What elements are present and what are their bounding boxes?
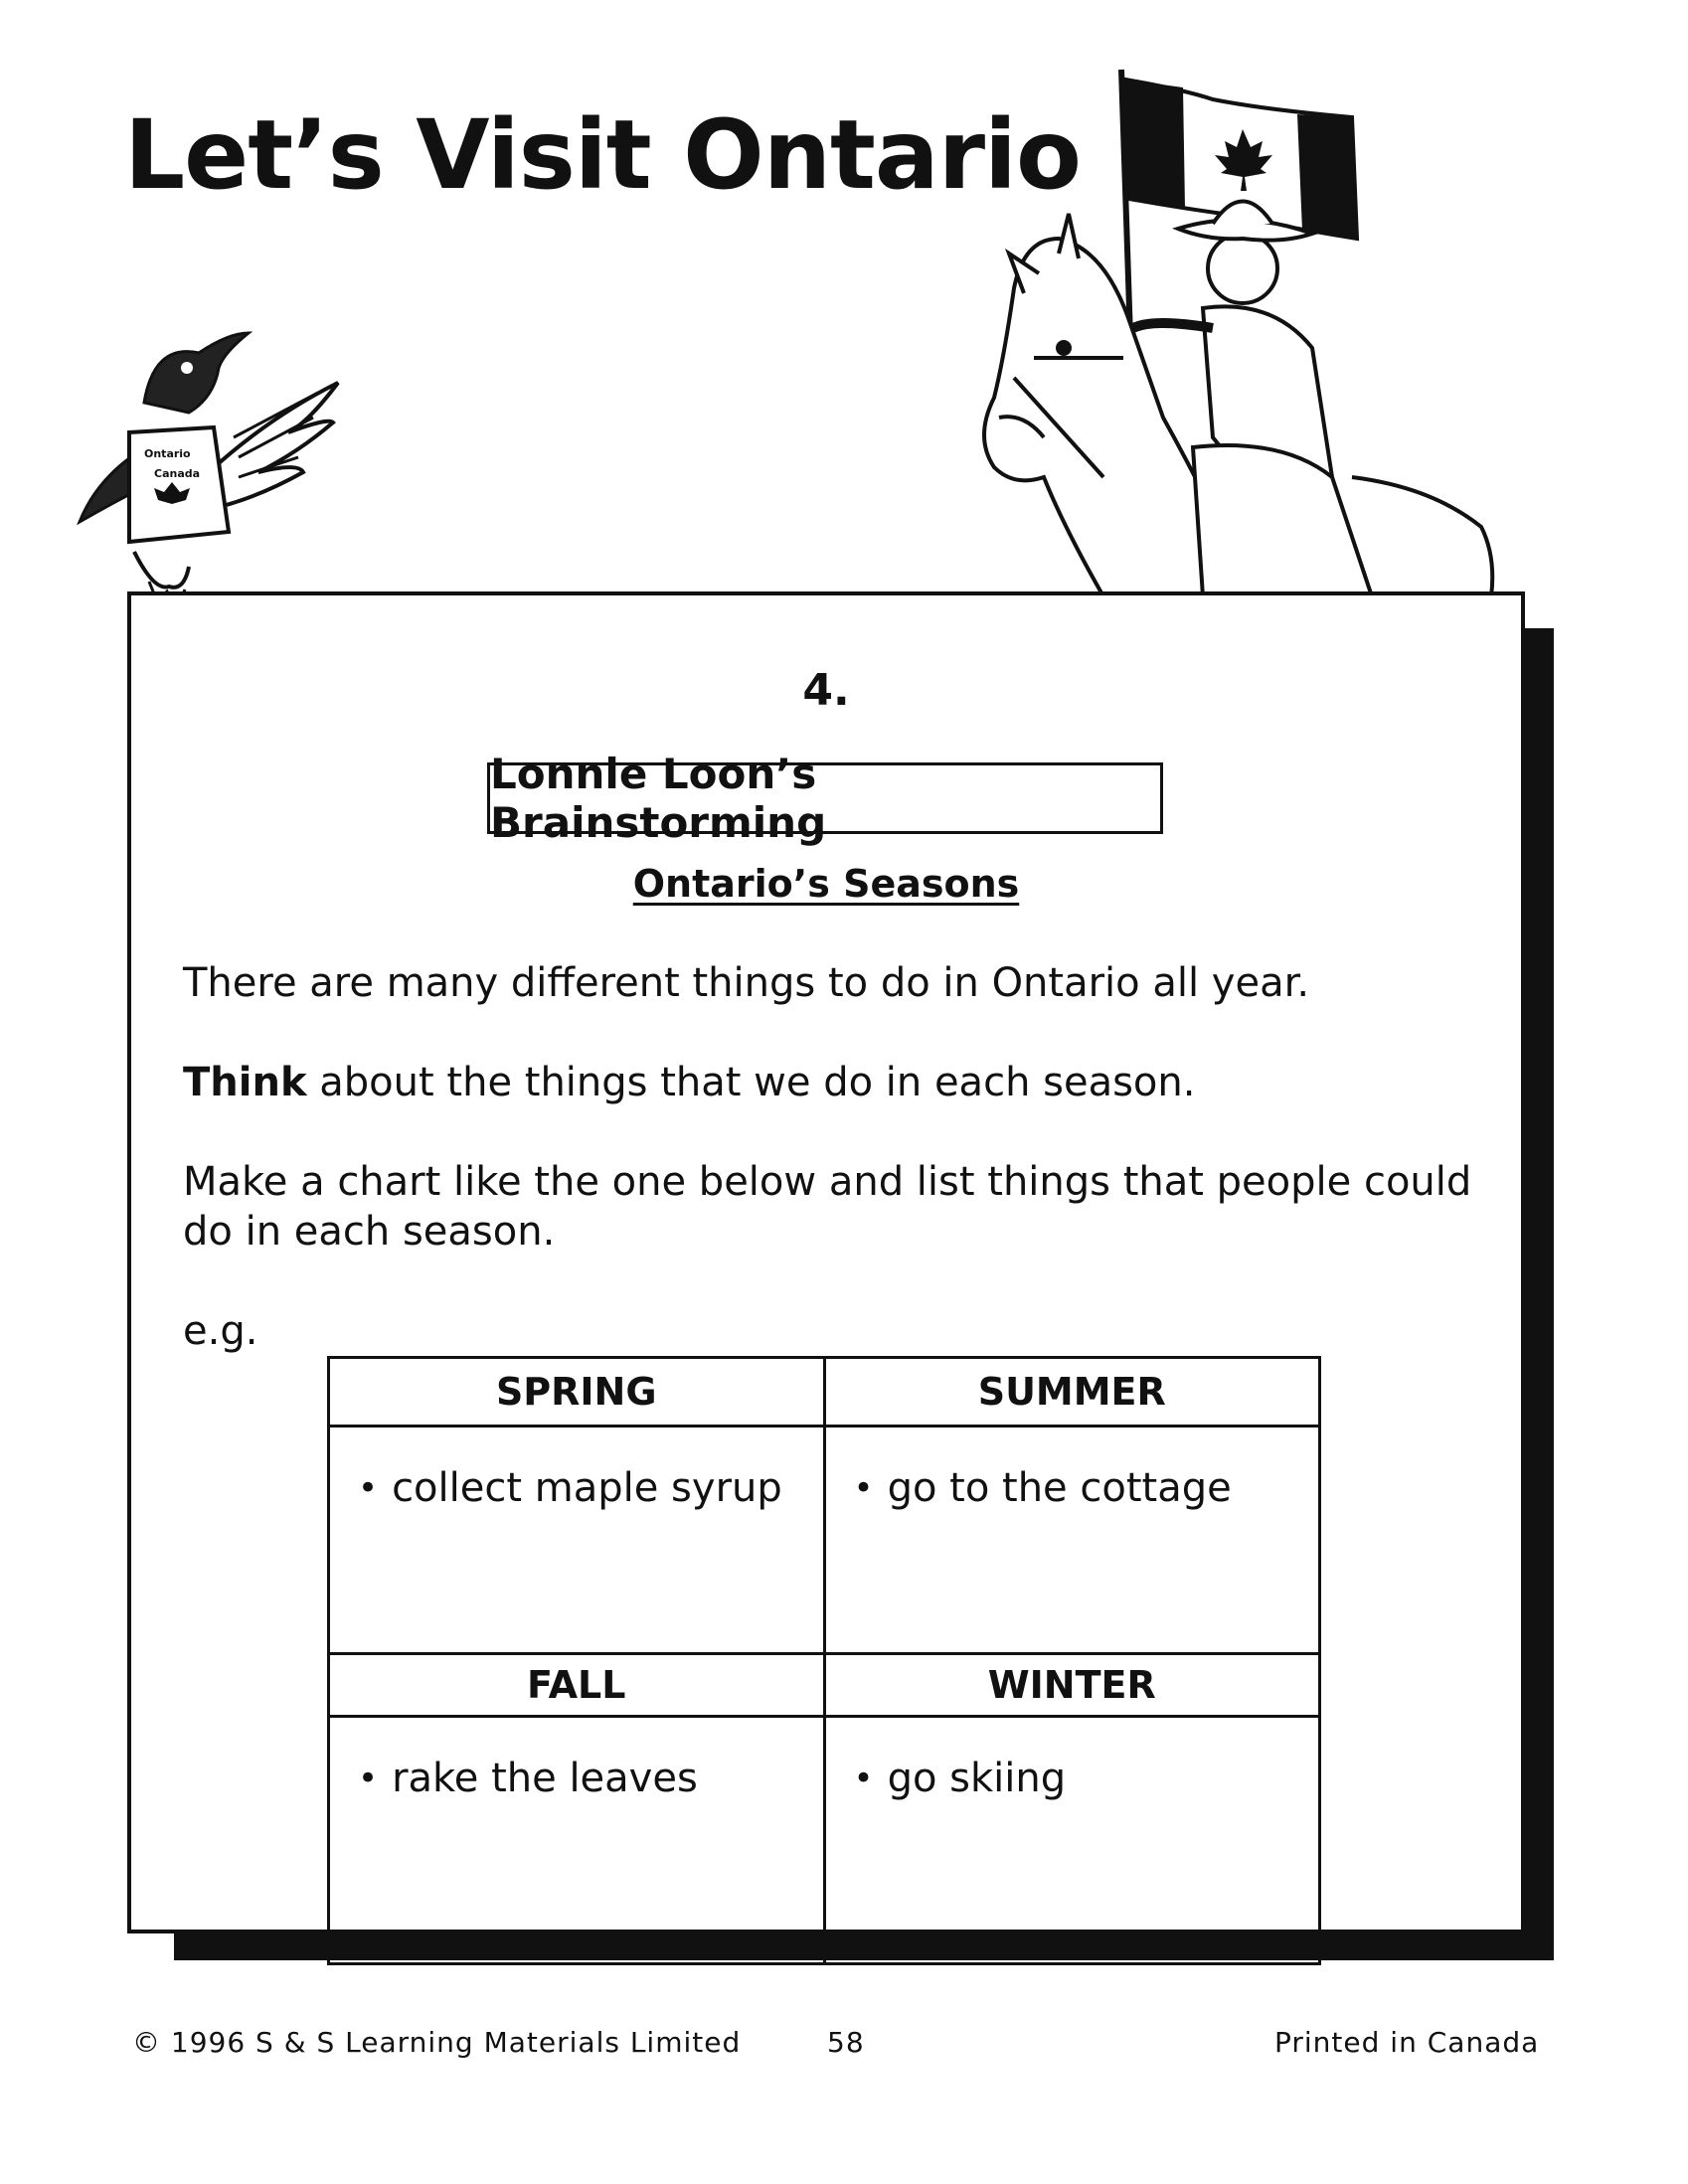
think-paragraph [183, 1058, 1475, 1107]
activity-card [127, 591, 1525, 1933]
activity-number: 4. [802, 665, 850, 716]
summer-item: go to the cottage [887, 1465, 1232, 1511]
bullet: • [358, 1759, 379, 1798]
loon-illustration [60, 323, 348, 621]
activity-subheading [131, 862, 1521, 906]
spring-item: collect maple syrup [392, 1465, 782, 1511]
think-bold: Think [183, 1060, 307, 1105]
activity-heading: Lonnie Loon’s Brainstorming [487, 762, 1163, 834]
bullet: • [853, 1468, 874, 1508]
spring-cell [329, 1427, 825, 1654]
summer-header: SUMMER [824, 1358, 1320, 1427]
winter-item: go skiing [887, 1756, 1067, 1801]
example-label: e.g. [183, 1308, 258, 1354]
summer-cell [824, 1427, 1320, 1654]
subheading-text: Ontario’s Seasons [632, 862, 1020, 906]
page-title: Let’s Visit Ontario [124, 99, 1081, 211]
fall-cell [329, 1717, 825, 1964]
bullet: • [853, 1759, 874, 1798]
seasons-table [327, 1356, 1321, 1965]
fall-header: FALL [329, 1654, 825, 1717]
winter-cell [824, 1717, 1320, 1964]
spring-header: SPRING [329, 1358, 825, 1427]
intro-paragraph: There are many different things to do in Ontario all year. [183, 960, 1310, 1006]
footer-copyright: © 1996 S & S Learning Materials Limited [132, 2026, 742, 2059]
footer-printed: Printed in Canada [1274, 2026, 1540, 2059]
loon-shirt-text-2: Canada [154, 467, 201, 480]
loon-shirt-text-1: Ontario [144, 447, 191, 460]
fall-item: rake the leaves [392, 1756, 698, 1801]
think-rest: about the things that we do in each season. [306, 1060, 1196, 1105]
winter-header: WINTER [824, 1654, 1320, 1717]
footer-page-number: 58 [827, 2026, 865, 2059]
instructions-paragraph: Make a chart like the one below and list things that people could do in each season. [183, 1159, 1472, 1255]
bullet: • [358, 1468, 379, 1508]
mountie-icon [954, 60, 1511, 596]
